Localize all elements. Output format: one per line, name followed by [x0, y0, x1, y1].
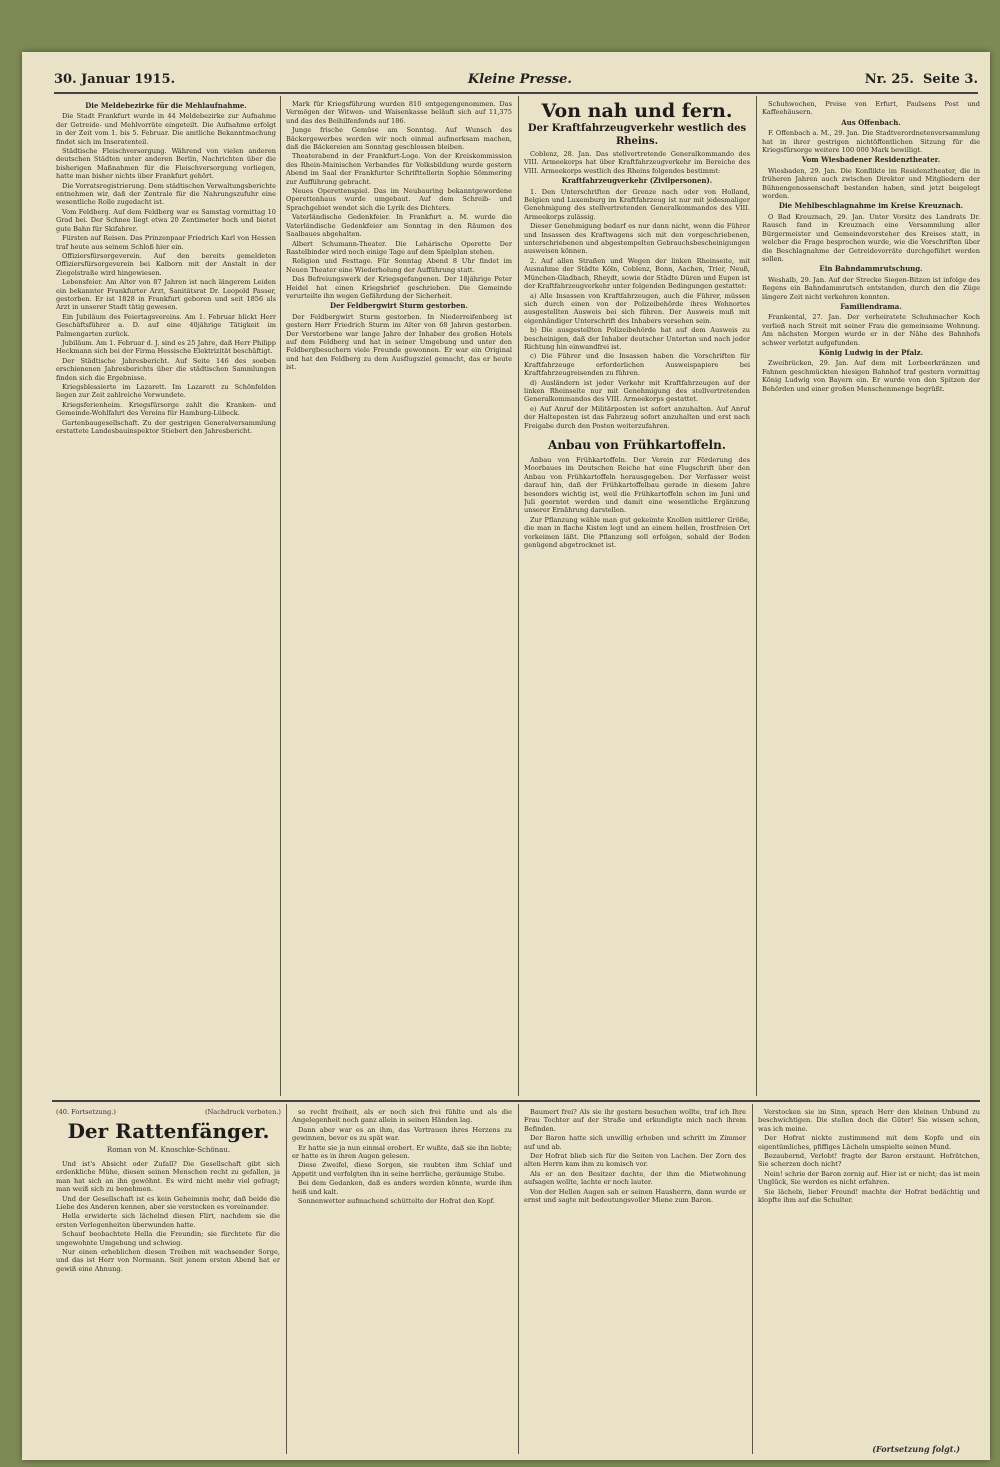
serial-header: [56, 1108, 281, 1116]
serial-column-3: [524, 1108, 746, 1456]
serial-paragraph: Und der Gesellschaft ist es kein Geheimnis mehr, daß beide die Liebe des Anderen kennen, aber sie verstecken es voreinander.: [56, 1194, 280, 1212]
serial-paragraph: Und ist's Absicht oder Zufall? Die Gesellschaft gibt sich erdenkliche Mühe, diesen seinen Menschen recht zu gefallen, ja man hat sich an ihn gewöhnt. Es wird nicht mehr viel gefragt; man weiß sich zu benehmen.: [56, 1160, 280, 1194]
serial-paragraph: Der Baron hatte sich unwillig erhoben und schritt im Zimmer auf und ab.: [524, 1134, 746, 1151]
serial-paragraph: Bei dem Gedanken, daß es anders werden könnte, wurde ihm heiß und kalt.: [292, 1179, 512, 1196]
serial-paragraph: Als er an den Besitzer dachte, der ihm die Mietwohnung aufsagen wollte, lachte er noch lauter.: [524, 1169, 746, 1187]
serial-paragraph: Sonnenwetter aufmachend schüttelte der Hofrat den Kopf.: [298, 1197, 495, 1206]
article-paragraph: Coblenz, 28. Jan. Das stellvertretende Generalkommando des VIII. Armeekorps hat über Kraftfahrzeugverkehr im Bereiche des VIII. Armeekorps westlich des Rheins folgendes bestimmt:: [524, 150, 750, 175]
article-paragraph: Zweibrücken, 29. Jan. Auf dem mit Lorbeerkränzen und Fahnen geschmückten hiesigen Bahnhof traf gestern vormittag König Ludwig von Bayern ein. Er wurde von den Spitzen der Behörden und einer großen Menschenmenge begrüßt.: [762, 359, 980, 393]
serial-paragraph: Dann aber war es an ihm, das Vertrauen ihres Herzens zu gewinnen, bevor es zu spät war.: [292, 1125, 512, 1143]
article-paragraph: 1. Den Unterschriften der Grenze nach oder von Holland, Belgien und Luxemburg im Kraftfahrzeug ist nur mit jedesmaliger Genehmigung des stellvertretenden Generalkommandos des VIII. Armeekorps zulässig.: [524, 187, 750, 221]
serial-rights: (Nachdruck verboten.): [204, 1108, 281, 1116]
serial-paragraph: Bezaubernd, Verlobt! fragte der Baron erstaunt. Hofrätchen, Sie scherzen doch nicht?: [758, 1152, 980, 1169]
subheadline-kraftfahrzeug: Kraftfahrzeugverkehr (Zivilpersonen).: [561, 176, 713, 186]
headline-fruehkartoffeln: Anbau von Frühkartoffeln.: [548, 438, 726, 452]
article-paragraph: Zur Pflanzung wähle man gut gekeimte Knollen mittlerer Größe, die man in flache Kisten legt und an einem hellen, frostfreien Ort vorkeimen läßt. Die Pflanzung soll erfolgen, sobald der Boden genügend abgetrocknet ist.: [524, 515, 750, 550]
article-paragraph: b) Die ausgestellten Polizeibehörde hat auf dem Ausweis zu bescheinigen, daß der Inhaber deutscher Untertan und nach jeder Richtung hin einwandfrei ist.: [524, 326, 750, 351]
column-rule: [280, 96, 281, 1096]
issue-number-page: Nr. 25. Seite 3.: [864, 72, 978, 87]
article-paragraph: Junge frische Gemüse am Sonntag. Auf Wunsch des Bäckergewerbes werden wir noch einmal aufmerksam machen, daß die Bäckereien am Sonntag geschlossen bleiben.: [286, 126, 512, 152]
article-paragraph: Das Befreiungswerk der Kriegsgefangenen. Der 18jährige Peter Heidel hat einen Kriegsbrief geschrieben. Die Gemeinde verurteilte ihn wegen Gefährdung der Sicherheit.: [286, 275, 512, 300]
serial-paragraph: Hella erwiderte sich lächelnd diesen Flirt, nachdem sie die ersten Verlegenheiten überwunden hatte.: [56, 1212, 280, 1229]
article-paragraph: Der Feldbergwirt Sturm gestorben. In Niederreifenberg ist gestern Herr Friedrich Sturm im Alter von 68 Jahren gestorben. Der Verstorbene war lange Jahre der Inhaber des großen Hotels auf dem Feldberg und hat in seiner Umgebung und unter den Feldbergbesuchern viele Freunde gewonnen. Er war ein Original und hat den Feldberg zu dem Ausflugsziel gemacht, das er heute ist.: [286, 312, 512, 372]
serial-paragraph: Diese Zweifel, diese Sorgen, sie raubten ihm Schlaf und Appetit und verfolgten ihn in seine herrliche, geräumige Stube.: [292, 1161, 512, 1178]
column-4: [762, 100, 980, 1094]
article-paragraph: c) Die Führer und die Insassen haben die Vorschriften für Kraftfahrzeuge erforderlichen Ausweispapiere bei Kraftfahrzeugreisenden zu führen.: [524, 352, 750, 378]
headline-feldberg: Der Feldbergwirt Sturm gestorben.: [330, 301, 468, 311]
article-paragraph: d) Ausländern ist jeder Verkehr mit Kraftfahrzeugen auf der linken Rheinseite nur mit Genehmigung des stellvertretenden Generalkommandos des VIII. Armeekorps gestattet.: [524, 378, 750, 404]
column-rule: [756, 96, 757, 1096]
article-paragraph: Anbau von Frühkartoffeln. Der Verein zur Förderung des Moorbaues im Deutschen Reiche hat eine Flugschrift über den Anbau von Frühkartoffeln herausgegeben. Der Verfasser weist darauf hin, daß der Frühkartoffelbau gerade in diesem Jahre besonders wichtig ist, weil die Frühkartoffeln schon im Juni und Juli geerntet werden und damit eine wesentliche Ergänzung unserer Ernährung darstellen.: [524, 456, 750, 515]
article-paragraph: Wiesbaden, 29. Jan. Die Konflikte im Residenztheater, die in früheren Jahren auch zwischen Direktor und Mitgliedern der Bühnengenossenschaft bestanden haben, sind jetzt beigelegt worden.: [762, 166, 980, 201]
article-paragraph: a) Alle Insassen von Kraftfahrzeugen, auch die Führer, müssen sich durch einen von der Polizeibehörde ihres Wohnortes ausgestellten Ausweis bei sich führen. Der Ausweis muß mit eigenhändiger Unterschrift des Inhabers versehen sein.: [524, 291, 750, 325]
column-2: [286, 100, 512, 1094]
article-paragraph: Kriegsferienheim. Kriegsfürsorge zahlt die Kranken- und Gemeinde-Wohlfahrt des Vereins für Hamburg-Lübeck.: [56, 400, 276, 418]
column-1: [56, 100, 276, 1094]
headline-bahndamm: Ein Bahndammrutschung.: [819, 264, 923, 274]
article-paragraph: Religion und Festtage. Für Sonntag Abend 8 Uhr findet im Neuen Theater eine Wiederholung der Aufführung statt.: [286, 257, 512, 274]
article-paragraph: Vaterländische Gedenkfeier. In Frankfurt a. M. wurde die Vaterländische Gedenkfeier am Sonntag in den Räumen des Saalbaues abgehalten.: [286, 213, 512, 239]
article-paragraph: Frankental, 27. Jan. Der verheiratete Schuhmacher Koch verließ nach Streit mit seiner Frau die gemeinsame Wohnung. Am nächsten Morgen wurde er in der Nähe des Bahnhofs schwer verletzt aufgefunden.: [762, 313, 980, 347]
serial-paragraph: Der Hofrat blieb sich für die Seiten von Lachen. Der Zorn des alten Herrn kam ihm zu komisch vor.: [524, 1152, 746, 1169]
article-paragraph: e) Auf Anruf der Militärposten ist sofort anzuhalten. Auf Anruf der Halteposten ist das Fahrzeug sofort anzuhalten und erst nach Freigabe durch den Posten weiterzufahren.: [524, 404, 750, 430]
serial-paragraph: Baumert frei? Als sie ihr gestern besuchen wollte, traf ich Ihre Frau Tochter auf der Straße und erkundigte mich nach ihrem Befinden.: [524, 1108, 746, 1133]
section-title-fern: Von nah und fern.: [541, 100, 733, 122]
headline-kraftfahrzeug: Der Kraftfahrzeugverkehr westlich des Rheins.: [527, 123, 747, 147]
headline-ludwig: König Ludwig in der Pfalz.: [818, 347, 924, 357]
serial-paragraph: Von der Hellen Augen sah er seinen Hausherrn, dann wurde er ernst und sagte mit bedeutungsvoller Miene zum Baron.: [524, 1187, 746, 1205]
serial-installment: (40. Fortsetzung.): [56, 1108, 116, 1116]
serial-column-1: [56, 1160, 280, 1456]
article-paragraph: Schuhwochen, Preise von Erfurt, Paulsens Post und Kaffeehäusern.: [762, 100, 980, 117]
article-paragraph: Gartenbaugesellschaft. Zu der gestrigen Generalversammlung erstattete Landesbauinspektor Stiebert den Jahresbericht.: [56, 418, 276, 436]
article-paragraph: F. Offenbach a. M., 29. Jan. Die Stadtverordnetenversammlung hat in ihrer gestrigen nichtöffentlichen Sitzung für die Kriegsfürsorge weitere 100 000 Mark bewilligt.: [762, 129, 980, 155]
serial-paragraph: Sie lächeln, lieber Freund! machte der Hofrat bedächtig und klopfte ihm auf die Schulter.: [758, 1187, 980, 1205]
article-paragraph: Lebensfeier. Am Alter von 87 Jahren ist nach längerem Leiden ein bekannter Frankfurter Arzt, Sanitätsrat Dr. Leopold Passer, gestorben. Er ist 1828 in Frankfurt geboren und seit 1856 als Arzt in unserer Stadt tätig gewesen.: [56, 278, 276, 312]
article-paragraph: Fürsten auf Reisen. Das Prinzenpaar Friedrich Karl von Hessen traf heute aus seinem Schloß hier ein.: [56, 234, 276, 251]
page-header: [54, 72, 978, 94]
headline-wiesbaden: Vom Wiesbadener Residenztheater.: [801, 155, 941, 165]
column-rule: [518, 96, 519, 1096]
serial-continued: (Fortsetzung folgt.): [872, 1444, 960, 1454]
article-paragraph: Ein Jubiläum des Feiertagsvereins. Am 1. Februar blickt Herr Geschäftsführer a. D. auf eine 40jährige Tätigkeit im Palmengarten zurück.: [56, 312, 276, 338]
article-paragraph: Die Vorratsregistrierung. Dem städtischen Verwaltungsberichte entnehmen wir, daß der Zentrale für die Nahrungszufuhr eine wesentliche Rolle zugedacht ist.: [56, 181, 276, 207]
article-paragraph: Vom Feldberg. Auf dem Feldberg war es Samstag vormittag 10 Grad bei. Der Schnee liegt etwa 20 Zentimeter hoch und bietet gute Bahn für Skifahrer.: [56, 207, 276, 233]
article-paragraph: 2. Auf allen Straßen und Wegen der linken Rheinseite, mit Ausnahme der Städte Köln, Coblenz, Bonn, Aachen, Trier, Neuß, München-Gladbach, Rheydt, sowie der Städte Düren und Eupen ist der Kraftfahrzeugverkehr unter folgenden Bedingungen gestattet:: [524, 256, 750, 291]
article-paragraph: Albert Schumann-Theater. Die Lehárische Operette Der Rastelbinder wird noch einige Tage auf dem Spielplan stehen.: [286, 239, 512, 256]
section-divider: [52, 1100, 980, 1102]
article-paragraph: Städtische Fleischversorgung. Während von vielen anderen deutschen Städten unter anderen Berlin, Nachrichten über die bisherigen Maßnahmen für die Fleischversorgung vorliegen, hatte man bisher nichts über Frankfurt gehört.: [56, 147, 276, 181]
serial-paragraph: Nur einen erheblichen diesen Treiben mit wachsender Sorge, und das ist Herr von Normann. Seit jenem ersten Abend hat er gewiß eine Ahnung.: [56, 1248, 280, 1273]
serial-column-4: [758, 1108, 980, 1438]
article-paragraph: Neues Operettenspiel. Das im Neubauring bekanntgewordene Operettenhaus wurde umgebaut. Auf dem Schreib- und Sprachgebiet wendet sich die Lyrik des Dichters.: [286, 187, 512, 212]
serial-column-2: [292, 1108, 512, 1456]
article-paragraph: Jubiläum. Am 1. Februar d. J. sind es 25 Jahre, daß Herr Philipp Heckmann sich bei der Firma Hessische Elektrizität beschäftigt.: [56, 338, 276, 356]
serial-byline: Roman von M. Knoschke-Schönau.: [106, 1146, 231, 1154]
newspaper-name: Kleine Presse.: [467, 72, 572, 87]
serial-title: Der Rattenfänger.: [67, 1119, 270, 1143]
serial-paragraph: Er hatte sie ja nun einmal erobert. Er wußte, daß sie ihn liebte; er hatte es in ihren Augen gelesen.: [292, 1143, 512, 1161]
article-paragraph: Der Städtische Jahresbericht. Auf Seite 146 des soeben erschienenen Jahresberichts über die städtischen Sammlungen finden sich die Ergebnisse.: [56, 356, 276, 382]
column-rule: [752, 1104, 753, 1454]
article-paragraph: Die Stadt Frankfurt wurde in 44 Meldebezirke zur Aufnahme der Getreide- und Mehlvorräte eingeteilt. Die Aufnahme erfolgt in der Zeit vom 1. bis 5. Februar. Die amtliche Bekanntmachung findet sich im Inseratenteil.: [56, 112, 276, 146]
serial-paragraph: Schauf beobachtete Hella die Freundin; sie fürchtete für die ungewohnte Umgebung und schwieg.: [56, 1230, 280, 1247]
serial-paragraph: Der Hofrat nickte zustimmend mit dem Kopfe und ein eigentümliches, pfiffiges Lächeln umspielte seinen Mund.: [758, 1134, 980, 1151]
newspaper-page: [22, 52, 990, 1460]
serial-paragraph: Verstocken sie im Sinn, sprach Herr den kleinen Unbund zu beschwichtigen. Die stellen doch die Güter! Sie wissen schon, was ich meine.: [758, 1108, 980, 1133]
issue-date: 30. Januar 1915.: [54, 72, 176, 87]
headline-kreuznach: Die Mehlbeschlagnahme im Kreise Kreuznach.: [778, 201, 964, 211]
serial-paragraph: so recht freiheit, als er noch sich frei fühlte und als die Angelegenheit noch ganz allein in seinen Händen lag.: [292, 1108, 512, 1125]
headline-familiendrama: Familiendrama.: [840, 301, 902, 311]
article-paragraph: Theaterabend in der Frankfurt-Loge. Von der Kreiskommission des Rhein-Mainischen Verbandes für Volksbildung wurde gestern Abend im Saal der Frankfurter Schrifttellerin Sophie Sömmering zur Aufführung gebracht.: [286, 152, 512, 186]
column-rule: [286, 1104, 287, 1454]
article-paragraph: Mark für Kriegsführung wurden 810 entgegengenommen. Das Vermögen der Witwen- und Waisenkasse beläuft sich auf 11,375 und das des Beihilfenfonds auf 186.: [286, 100, 512, 125]
article-paragraph: Offiziersfürsorgeverein. Auf den bereits gemeldeten Offiziersfürsorgeverein bei Kalborn mit der Anstalt in der Ziegelstraße wird hingewiesen.: [56, 251, 276, 277]
column-rule: [518, 1104, 519, 1454]
article-paragraph: Weshalb, 29. Jan. Auf der Strecke Siegen-Bitzen ist infolge des Regens ein Bahndammrutsch entstanden, durch den die Züge längere Zeit nicht verkehren konnten.: [762, 275, 980, 301]
article-paragraph: Kriegsblessierte im Lazarett. Im Lazarett zu Schönfelden liegen zur Zeit zahlreiche Verwundete.: [56, 383, 276, 400]
headline-meldebezirke: Die Meldebezirke für die Mehlaufnahme.: [85, 101, 247, 110]
article-paragraph: Dieser Genehmigung bedarf es nur dann nicht, wenn die Führer und Insassen des Kraftwagens sich mit den vorgeschriebenen, unterschriebenen und abgestempelten Gebrauchsbescheinigungen ausweisen können.: [524, 222, 750, 256]
article-paragraph: O Bad Kreuznach, 29. Jan. Unter Vorsitz des Landrats Dr. Rausch fand in Kreuznach eine Versammlung aller Bürgermeister und Gemeindevorsteher des Kreises statt, in welcher die Frage besprochen wurde, wie die Vorschriften über die Beschlagnahme der Getreidevorräte durchgeführt werden sollen.: [762, 212, 980, 263]
headline-offenbach: Aus Offenbach.: [841, 117, 901, 127]
column-3: [524, 100, 750, 1094]
serial-paragraph: Nein! schrie der Baron zornig auf. Hier ist er nicht; das ist mein Unglück, Sie werden es nicht erfahren.: [758, 1169, 980, 1187]
